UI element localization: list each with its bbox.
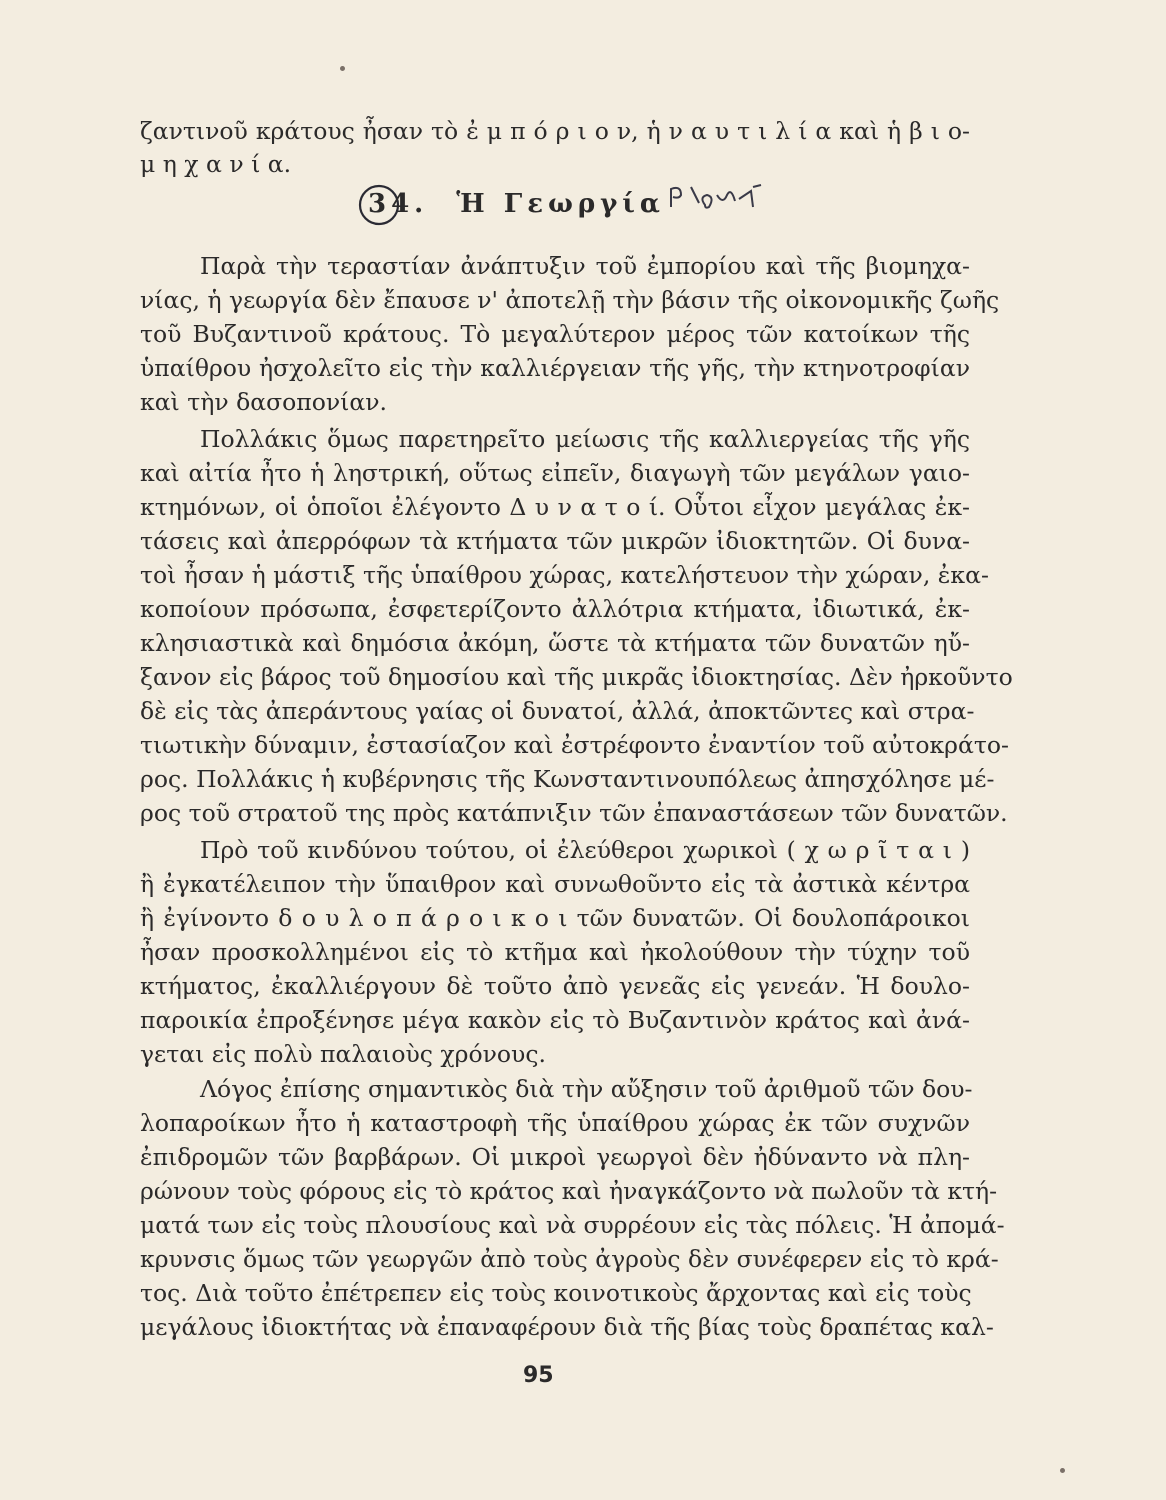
text-line: ρος. Πολλάκις ἡ κυβέρνησις τῆς Κωνσταντινουπόλεως ἀπησχόλησε μέ-: [140, 765, 995, 793]
text-line: λοπαροίκων ἦτο ἡ καταστροφὴ τῆς ὑπαίθρου χώρας ἐκ τῶν συχνῶν: [140, 1109, 970, 1137]
text-line: ἦσαν προσκολλημένοι εἰς τὸ κτῆμα καὶ ἠκολούθουν τὴν τύχην τοῦ: [140, 938, 970, 966]
text-line: ὑπαίθρου ἠσχολεῖτο εἰς τὴν καλλιέργειαν τῆς γῆς, τὴν κτηνοτροφίαν: [140, 354, 970, 382]
paper-speck: [1060, 1468, 1065, 1473]
text-line: Πολλάκις ὅμως παρετηρεῖτο μείωσις τῆς καλλιεργείας τῆς γῆς: [200, 425, 970, 453]
section-title: Ἡ Γεωργία: [456, 189, 665, 219]
text-line: κτήματος, ἐκαλλιέργουν δὲ τοῦτο ἀπὸ γενεᾶς εἰς γενεάν. Ἡ δουλο-: [140, 972, 970, 1000]
text-line: ἐπιδρομῶν τῶν βαρβάρων. Οἱ μικροὶ γεωργοὶ δὲν ἠδύναντο νὰ πλη-: [140, 1143, 970, 1171]
text-line: τος. Διὰ τοῦτο ἐπέτρεπεν εἰς τοὺς κοινοτικοὺς ἄρχοντας καὶ εἰς τοὺς: [140, 1279, 972, 1307]
text-line: ζαντινοῦ κράτους ἦσαν τὸ ἐ μ π ό ρ ι ο ν, ἡ ν α υ τ ι λ ί α καὶ ἡ β ι ο-: [140, 117, 970, 145]
text-line: Πρὸ τοῦ κινδύνου τούτου, οἱ ἐλεύθεροι χωρικοὶ ( χ ω ρ ῖ τ α ι ): [200, 836, 970, 864]
section-heading: [368, 189, 665, 219]
text-line: κλησιαστικὰ καὶ δημόσια ἀκόμη, ὥστε τὰ κτήματα τῶν δυνατῶν ηὔ-: [140, 629, 970, 657]
text-line: ρώνουν τοὺς φόρους εἰς τὸ κράτος καὶ ἠναγκάζοντο νὰ πωλοῦν τὰ κτή-: [140, 1177, 998, 1205]
annotation-scribble-icon: [665, 181, 775, 217]
text-line: γεται εἰς πολὺ παλαιοὺς χρόνους.: [140, 1040, 546, 1068]
text-line: παροικία ἐπροξένησε μέγα κακὸν εἰς τὸ Βυζαντινὸν κράτος καὶ ἀνά-: [140, 1006, 970, 1034]
text-line: Παρὰ τὴν τεραστίαν ἀνάπτυξιν τοῦ ἐμπορίου καὶ τῆς βιομηχα-: [200, 252, 970, 280]
text-line: τάσεις καὶ ἀπερρόφων τὰ κτήματα τῶν μικρῶν ἰδιοκτητῶν. Οἱ δυνα-: [140, 527, 970, 555]
text-line: νίας, ἡ γεωργία δὲν ἔπαυσε ν' ἀποτελῇ τὴν βάσιν τῆς οἰκονομικῆς ζωῆς: [140, 286, 1000, 314]
text-line: ἢ ἐγκατέλειπον τὴν ὕπαιθρον καὶ συνωθοῦντο εἰς τὰ ἀστικὰ κέντρα: [140, 870, 970, 898]
text-line: μ η χ α ν ί α.: [140, 150, 292, 178]
text-line: δὲ εἰς τὰς ἀπεράντους γαίας οἱ δυνατοί, ἀλλά, ἀποκτῶντες καὶ στρα-: [140, 697, 975, 725]
text-line: ξανον εἰς βάρος τοῦ δημοσίου καὶ τῆς μικρᾶς ἰδιοκτησίας. Δὲν ἠρκοῦντο: [140, 663, 1013, 691]
text-line: κρυνσις ὅμως τῶν γεωργῶν ἀπὸ τοὺς ἀγροὺς δὲν συνέφερεν εἰς τὸ κρά-: [140, 1245, 999, 1273]
text-line: κοποίουν πρόσωπα, ἐσφετερίζοντο ἀλλότρια κτήματα, ἰδιωτικά, ἐκ-: [140, 595, 970, 623]
text-line: κτημόνων, οἱ ὁποῖοι ἐλέγοντο Δ υ ν α τ ο ί. Οὗτοι εἶχον μεγάλας ἐκ-: [140, 493, 970, 521]
text-line: ματά των εἰς τοὺς πλουσίους καὶ νὰ συρρέουν εἰς τὰς πόλεις. Ἡ ἀπομά-: [140, 1211, 1005, 1239]
paper-speck: [340, 66, 345, 71]
section-number: 34.: [368, 189, 429, 219]
handwritten-annotation: [665, 181, 775, 221]
text-line: τοῦ Βυζαντινοῦ κράτους. Τὸ μεγαλύτερον μέρος τῶν κατοίκων τῆς: [140, 320, 970, 348]
text-line: ἢ ἐγίνοντο δ ο υ λ ο π ά ρ ο ι κ ο ι τῶν δυνατῶν. Οἱ δουλοπάροικοι: [140, 904, 970, 932]
page-number: 95: [523, 1363, 554, 1388]
text-line: τοὶ ἦσαν ἡ μάστιξ τῆς ὑπαίθρου χώρας, κατελήστευον τὴν χώραν, ἐκα-: [140, 561, 989, 589]
text-line: Λόγος ἐπίσης σημαντικὸς διὰ τὴν αὔξησιν τοῦ ἀριθμοῦ τῶν δου-: [200, 1075, 973, 1103]
text-line: τιωτικὴν δύναμιν, ἐστασίαζον καὶ ἐστρέφοντο ἐναντίον τοῦ αὐτοκράτο-: [140, 731, 1009, 759]
text-line: μεγάλους ἰδιοκτήτας νὰ ἐπαναφέρουν διὰ τῆς βίας τοὺς δραπέτας καλ-: [140, 1313, 994, 1341]
text-line: ρος τοῦ στρατοῦ της πρὸς κατάπνιξιν τῶν ἐπαναστάσεων τῶν δυνατῶν.: [140, 799, 1008, 827]
text-line: καὶ τὴν δασοπονίαν.: [140, 388, 388, 416]
text-line: καὶ αἰτία ἦτο ἡ ληστρική, οὕτως εἰπεῖν, διαγωγὴ τῶν μεγάλων γαιο-: [140, 459, 970, 487]
